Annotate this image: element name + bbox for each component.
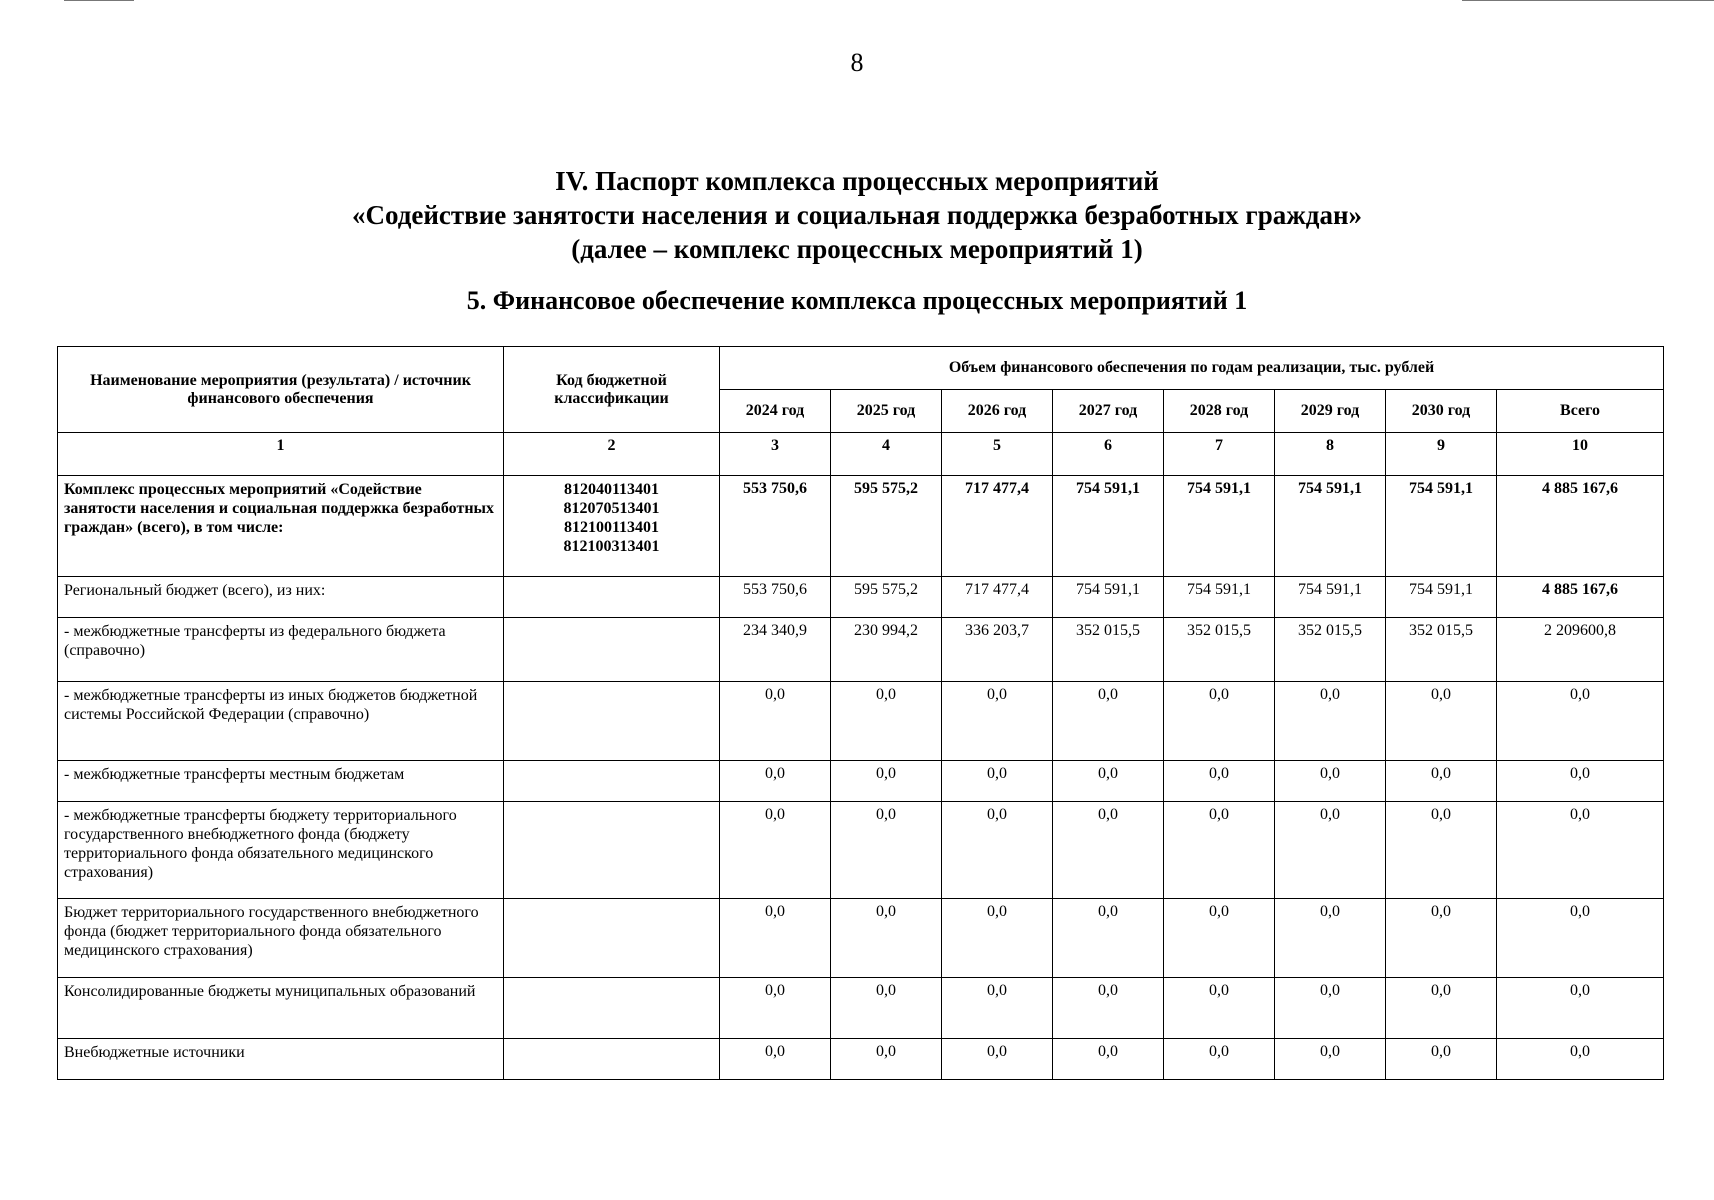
total-cell: 4 885 167,6 [1497,577,1664,618]
value-cell: 0,0 [1386,978,1497,1039]
value-cell: 352 015,5 [1164,618,1275,682]
row-codes [504,899,720,978]
value-cell: 0,0 [1164,802,1275,899]
value-cell: 234 340,9 [720,618,831,682]
table-row-federal-transfers [58,618,1664,682]
value-cell: 0,0 [942,802,1053,899]
table-row-territorial-fund [58,899,1664,978]
column-number: 10 [1497,433,1664,476]
row-codes [504,978,720,1039]
total-cell: 0,0 [1497,761,1664,802]
row-name: - межбюджетные трансферты из иных бюджетов бюджетной системы Российской Федерации (справочно) [58,682,504,761]
value-cell: 0,0 [720,899,831,978]
header-year: 2030 год [1386,390,1497,433]
value-cell: 0,0 [720,978,831,1039]
title-line-2: «Содействие занятости населения и социальная поддержка безработных граждан» [351,200,1363,230]
total-cell: 0,0 [1497,1039,1664,1080]
value-cell: 0,0 [831,682,942,761]
value-cell: 595 575,2 [831,476,942,577]
value-cell: 0,0 [720,682,831,761]
top-edge-rule-right [1462,0,1714,1]
value-cell: 717 477,4 [942,476,1053,577]
table-row-municipal [58,978,1664,1039]
row-name: - межбюджетные трансферты местным бюджетам [58,761,504,802]
total-cell: 2 209600,8 [1497,618,1664,682]
header-year: 2026 год [942,390,1053,433]
value-cell: 0,0 [831,899,942,978]
value-cell: 0,0 [942,682,1053,761]
header-volume: Объем финансового обеспечения по годам реализации, тыс. рублей [720,347,1664,390]
value-cell: 0,0 [1164,761,1275,802]
table-row-complex-total [58,476,1664,577]
table-row-regional [58,577,1664,618]
document-title [0,164,1714,266]
header-year: 2027 год [1053,390,1164,433]
value-cell: 0,0 [942,1039,1053,1080]
value-cell: 0,0 [1386,1039,1497,1080]
title-line-1: IV. Паспорт комплекса процессных мероприятий [555,166,1159,196]
table-row-fund-transfers [58,802,1664,899]
table-row-other-transfers [58,682,1664,761]
value-cell: 754 591,1 [1053,577,1164,618]
value-cell: 0,0 [1053,899,1164,978]
total-cell: 0,0 [1497,802,1664,899]
value-cell: 0,0 [1386,899,1497,978]
value-cell: 0,0 [942,978,1053,1039]
budget-code: 812100313401 [563,538,660,555]
total-cell: 0,0 [1497,978,1664,1039]
budget-code: 812040113401 [563,481,660,498]
value-cell: 0,0 [1275,899,1386,978]
value-cell: 0,0 [1053,978,1164,1039]
value-cell: 754 591,1 [1164,476,1275,577]
value-cell: 0,0 [1275,761,1386,802]
value-cell: 0,0 [1164,978,1275,1039]
value-cell: 754 591,1 [1164,577,1275,618]
value-cell: 0,0 [1053,802,1164,899]
column-number: 2 [504,433,720,476]
header-name: Наименование мероприятия (результата) / источник финансового обеспечения [58,347,504,433]
value-cell: 0,0 [831,802,942,899]
value-cell: 0,0 [1164,682,1275,761]
table-row-local-transfers [58,761,1664,802]
value-cell: 0,0 [1164,899,1275,978]
value-cell: 0,0 [720,1039,831,1080]
column-number: 8 [1275,433,1386,476]
value-cell: 352 015,5 [1386,618,1497,682]
row-codes [504,577,720,618]
value-cell: 352 015,5 [1275,618,1386,682]
value-cell: 0,0 [1386,802,1497,899]
column-number: 6 [1053,433,1164,476]
row-codes [504,802,720,899]
value-cell: 754 591,1 [1386,476,1497,577]
value-cell: 0,0 [720,802,831,899]
value-cell: 0,0 [942,761,1053,802]
value-cell: 0,0 [1164,1039,1275,1080]
header-year: 2024 год [720,390,831,433]
row-codes [504,476,720,577]
value-cell: 0,0 [831,978,942,1039]
total-cell: 0,0 [1497,682,1664,761]
column-number: 4 [831,433,942,476]
column-number: 9 [1386,433,1497,476]
budget-code: 812100113401 [563,519,660,536]
value-cell: 553 750,6 [720,476,831,577]
value-cell: 336 203,7 [942,618,1053,682]
row-name: Бюджет территориального государственного внебюджетного фонда (бюджет территориального фонда обязательного медицинского страхования) [58,899,504,978]
header-code: Код бюджетной классификации [504,347,720,433]
row-name: Внебюджетные источники [58,1039,504,1080]
value-cell: 0,0 [1053,682,1164,761]
row-name: - межбюджетные трансферты бюджету территориального государственного внебюджетного фонда (бюджету территориального фонда обязательного медицинского страхования) [58,802,504,899]
row-name: Консолидированные бюджеты муниципальных образований [58,978,504,1039]
value-cell: 0,0 [1053,1039,1164,1080]
row-codes [504,1039,720,1080]
budget-code: 812070513401 [563,500,660,517]
value-cell: 0,0 [1275,978,1386,1039]
value-cell: 0,0 [1053,761,1164,802]
value-cell: 0,0 [942,899,1053,978]
column-number: 3 [720,433,831,476]
value-cell: 595 575,2 [831,577,942,618]
row-name: Комплекс процессных мероприятий «Содействие занятости населения и социальная поддержка безработных граждан» (всего), в том числе: [58,476,504,577]
value-cell: 0,0 [1386,761,1497,802]
value-cell: 754 591,1 [1053,476,1164,577]
column-number: 7 [1164,433,1275,476]
value-cell: 553 750,6 [720,577,831,618]
header-year: 2028 год [1164,390,1275,433]
value-cell: 0,0 [1386,682,1497,761]
row-name: - межбюджетные трансферты из федерального бюджета (справочно) [58,618,504,682]
value-cell: 754 591,1 [1275,476,1386,577]
value-cell: 754 591,1 [1275,577,1386,618]
column-number: 1 [58,433,504,476]
header-year: 2025 год [831,390,942,433]
row-codes [504,682,720,761]
value-cell: 0,0 [720,761,831,802]
value-cell: 352 015,5 [1053,618,1164,682]
value-cell: 0,0 [1275,682,1386,761]
column-number: 5 [942,433,1053,476]
total-cell: 4 885 167,6 [1497,476,1664,577]
value-cell: 0,0 [831,761,942,802]
title-line-3: (далее – комплекс процессных мероприятий 1) [571,234,1143,264]
value-cell: 0,0 [1275,1039,1386,1080]
financing-table [57,346,1664,1080]
total-cell: 0,0 [1497,899,1664,978]
value-cell: 0,0 [831,1039,942,1080]
page-number: 8 [850,48,864,77]
section-subtitle: 5. Финансовое обеспечение комплекса процессных мероприятий 1 [466,286,1248,315]
value-cell: 754 591,1 [1386,577,1497,618]
value-cell: 230 994,2 [831,618,942,682]
table-row-extrabudgetary [58,1039,1664,1080]
row-codes [504,761,720,802]
value-cell: 0,0 [1275,802,1386,899]
row-name: Региональный бюджет (всего), из них: [58,577,504,618]
header-total: Всего [1497,390,1664,433]
top-edge-rule-left [64,0,134,1]
value-cell: 717 477,4 [942,577,1053,618]
header-year: 2029 год [1275,390,1386,433]
row-codes [504,618,720,682]
